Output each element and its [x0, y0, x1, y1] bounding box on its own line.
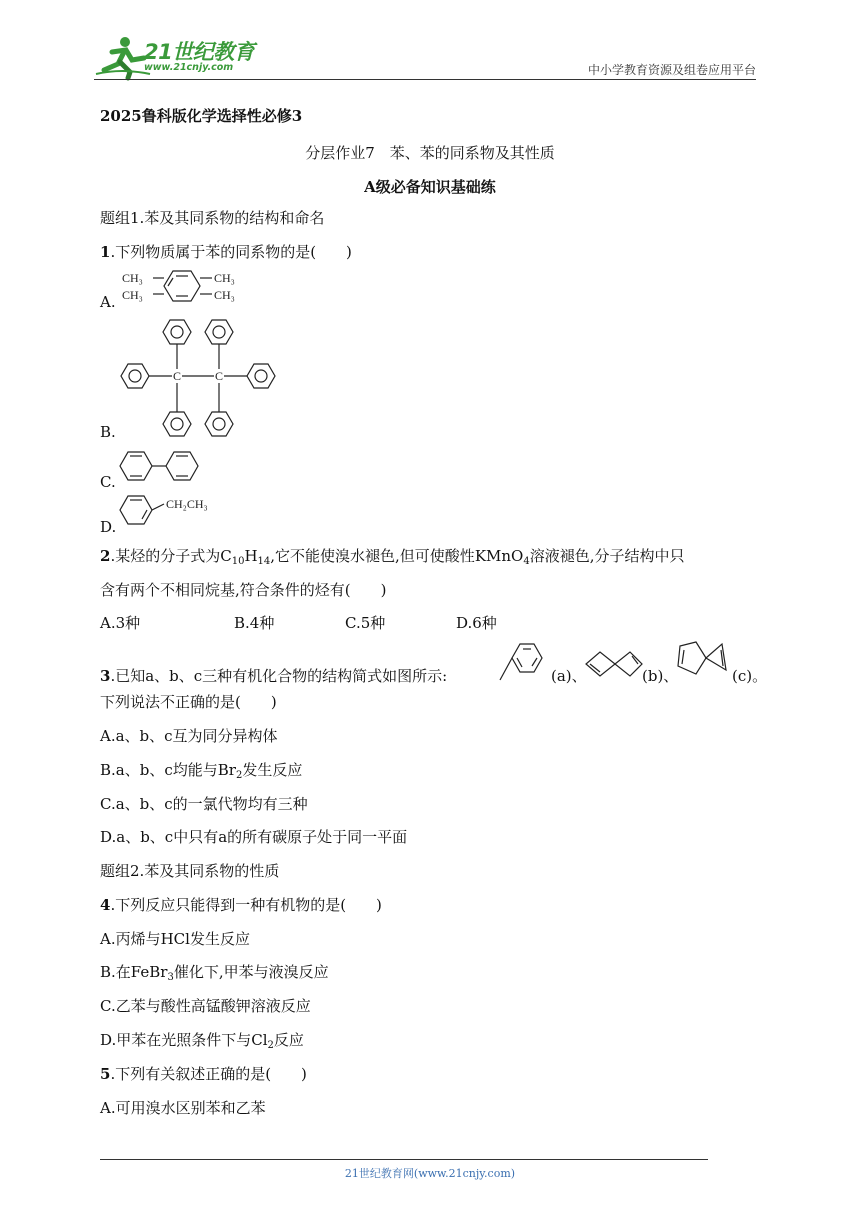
ethylcyclohexadiene-structure	[120, 492, 240, 534]
question-number: 5	[100, 1065, 111, 1083]
tetramethylbenzene-structure	[120, 268, 250, 308]
biphenyl-structure	[120, 448, 210, 488]
option-b-label: B.	[100, 423, 116, 441]
structure-a	[498, 640, 550, 684]
group-2-label: 题组2.苯及其同系物的性质	[100, 862, 280, 880]
structure-b	[586, 650, 644, 680]
formula-kmno4: KMnO	[474, 547, 524, 565]
platform-label: 中小学教育资源及组卷应用平台	[587, 63, 756, 77]
course-title: 2025鲁科版化学选择性必修3	[100, 107, 303, 125]
ch3-label: CH₃	[122, 271, 143, 285]
question-3-line-2: 下列说法不正确的是( )	[100, 693, 277, 711]
question-stem: .下列反应只能得到一种有机物的是( )	[110, 896, 382, 914]
level-title: A级必备知识基础练	[364, 178, 496, 196]
structure-c	[676, 636, 736, 684]
question-number: 3	[100, 667, 111, 685]
logo	[92, 34, 262, 80]
ch3-label: CH₃	[122, 288, 143, 302]
formula-cl: Cl	[251, 1031, 268, 1049]
subscript: 2	[267, 1040, 274, 1051]
question-number: 4	[100, 896, 111, 914]
question-stem: .已知a、b、c三种有机化合物的结构简式如图所示:	[110, 667, 448, 685]
formula-c: C	[220, 547, 232, 565]
runner-logo-icon	[92, 34, 152, 80]
subscript: 14	[257, 556, 271, 567]
header-rule	[94, 79, 756, 80]
formula-br: Br	[217, 761, 236, 779]
option-c: C.a、b、c的一氯代物均有三种	[100, 795, 308, 813]
option-c-label: C.	[100, 473, 116, 491]
option-text: 发生反应	[242, 761, 303, 779]
footer-text[interactable]: 21世纪教育网(www.21cnjy.com)	[344, 1167, 516, 1180]
option-text: B.a、b、c均能与	[100, 761, 218, 779]
option-b	[100, 760, 302, 780]
subscript: 2	[235, 770, 243, 781]
option-a: A.可用溴水区别苯和乙苯	[100, 1099, 266, 1117]
option-d: D.6种	[456, 614, 497, 632]
question-3	[100, 666, 447, 686]
question-2	[100, 546, 685, 566]
option-a: A.3种	[100, 614, 141, 632]
carbon-label: C	[173, 369, 182, 383]
option-d-label: D.	[100, 518, 117, 536]
formula-febr: FeBr	[130, 963, 168, 981]
label-b: (b)、	[642, 667, 679, 685]
question-5	[100, 1064, 307, 1084]
label-a: (a)、	[551, 667, 587, 685]
option-b	[100, 962, 329, 982]
question-2-line-2: 含有两个不相同烷基,符合条件的烃有( )	[100, 581, 387, 599]
footer-rule	[100, 1159, 708, 1160]
subscript: 4	[523, 556, 530, 567]
option-d	[100, 1030, 304, 1050]
option-text: 催化下,甲苯与液溴反应	[173, 963, 329, 981]
ethyl-label: CH₂CH₃	[166, 497, 208, 511]
ch3-label: CH₃	[214, 288, 235, 302]
label-c: (c)。	[732, 667, 768, 685]
group-1-label: 题组1.苯及其同系物的结构和命名	[100, 209, 325, 227]
page-title: 分层作业7 苯、苯的同系物及其性质	[305, 144, 555, 162]
logo-url: www.21cnjy.com	[144, 62, 234, 73]
option-c: C.乙苯与酸性高锰酸钾溶液反应	[100, 997, 311, 1015]
option-a: A.丙烯与HCl发生反应	[100, 930, 250, 948]
question-stem: 溶液褪色,分子结构中只	[529, 547, 685, 565]
question-stem: .下列有关叙述正确的是( )	[110, 1065, 307, 1083]
carbon-label: C	[215, 369, 224, 383]
question-stem: .某烃的分子式为	[110, 547, 221, 565]
hexaphenylethane-structure	[118, 316, 280, 440]
option-text: D.甲苯在光照条件下与	[100, 1031, 252, 1049]
question-stem: ,它不能使溴水褪色,但可使酸性	[270, 547, 475, 565]
subscript: 3	[167, 972, 174, 983]
formula-h: H	[244, 547, 258, 565]
ch3-label: CH₃	[214, 271, 235, 285]
question-4	[100, 895, 382, 915]
option-c: C.5种	[345, 614, 386, 632]
option-text: 反应	[273, 1031, 304, 1049]
option-b: B.4种	[234, 614, 275, 632]
logo-text: 21世纪教育	[144, 40, 255, 64]
subscript: 10	[231, 556, 245, 567]
option-d: D.a、b、c中只有a的所有碳原子处于同一平面	[100, 828, 408, 846]
option-a-label: A.	[100, 293, 116, 311]
question-number: 1	[100, 243, 111, 261]
question-stem: .下列物质属于苯的同系物的是( )	[110, 243, 352, 261]
question-number: 2	[100, 547, 111, 565]
question-1	[100, 242, 352, 262]
option-text: B.在	[100, 963, 131, 981]
option-a: A.a、b、c互为同分异构体	[100, 727, 278, 745]
